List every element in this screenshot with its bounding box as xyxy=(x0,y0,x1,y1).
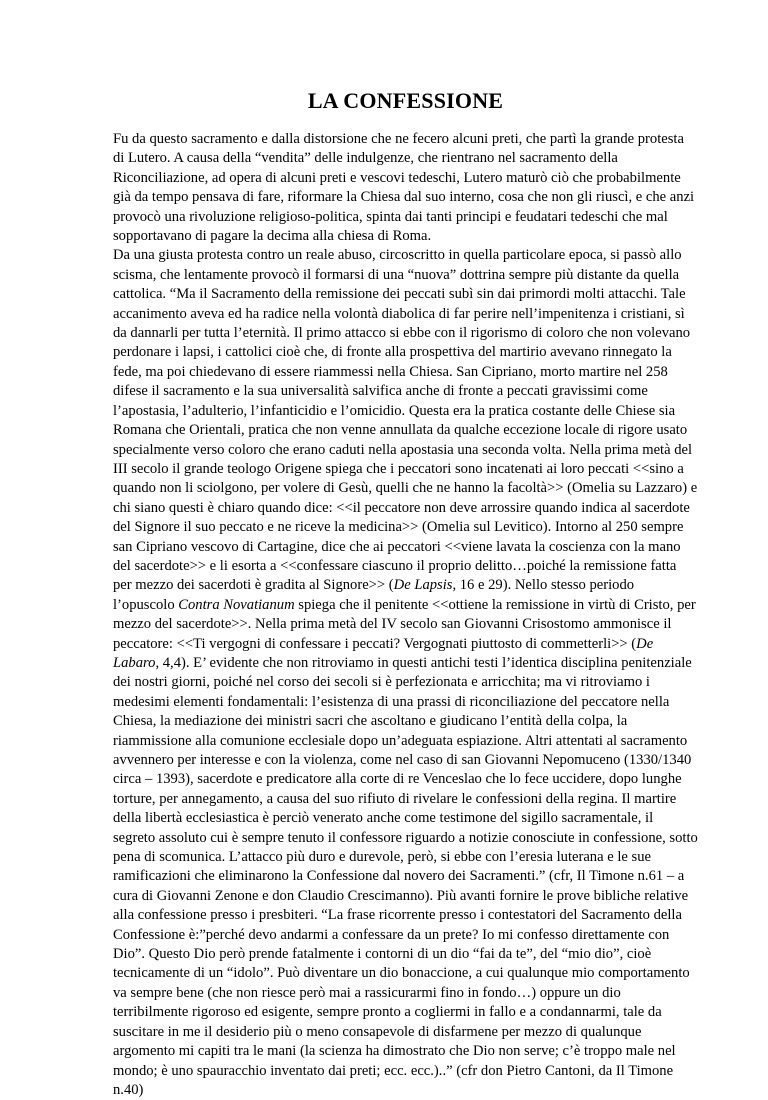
citation-contra-novatianum: Contra Novatianum xyxy=(178,596,295,613)
paragraph-2-text-3: spiega che il penitente <<ottiene la remissione in virtù di Cristo, per mezzo del sacerdote>>. Nella prima metà del IV secolo san Giovanni Crisostomo ammonisce il peccatore: <<Ti vergogni di confessare i peccati? Vergognati piuttosto di commetterli>> ( xyxy=(113,596,696,652)
citation-de-labaro: De Labaro xyxy=(113,635,654,671)
paragraph-2-text-4: , 4,4). E’ evidente che non ritroviamo in questi antichi testi l’identica disciplina penitenziale dei nostri giorni, poiché nel corso dei secoli si è perfezionata e arricchita; ma vi ritroviamo i medesimi elementi fondamentali: l’esistenza di una prassi di riconciliazione del peccatore nella Chiesa, la mediazione dei ministri sacri che ascoltano e giudicano l’entità della colpa, la riammissione alla comunione ecclesiale dopo un’adeguata espiazione. Altri attentati al sacramento avvennero per interesse e con la violenza, come nel caso di san Giovanni Nepomuceno (1330/1340 circa – 1393), sacerdote e predicatore alla corte di re Venceslao che lo fece uccidere, dopo lunghe torture, per annegamento, a causa del suo rifiuto di rivelare le confessioni della regina. Il martire della libertà ecclesiastica è perciò venerato anche come testimone del sigillo sacramentale, il segreto assoluto cui è sempre tenuto il confessore riguardo a notizie conosciute in confessione, sotto pena di scomunica. L’attacco più duro e durevole, però, si ebbe con l’eresia luterana e le sue ramificazioni che eliminarono la Confessione dal novero dei Sacramenti.” (cfr, Il Timone n.61 – a cura di Giovanni Zenone e don Claudio Crescimanno). Più avanti fornire le prove bibliche relative alla confessione presso i presbiteri. “La frase ricorrente presso i contestatori del Sacramento della Confessione è:”perché devo andarmi a confessare da un prete? Io mi confesso direttamente con Dio”. Questo Dio però prende fatalmente i contorni di un dio “fai da te”, del “mio dio”, cioè tecnicamente di un “idolo”. Può diventare un dio bonaccione, a cui qualunque mio comportamento va sempre bene (che non riesce però mai a rassicurarmi fino in fondo…) oppure un dio terribilmente rigoroso ed esigente, sempre pronto a cogliermi in fallo e a condannarmi, tale da suscitare in me il desiderio più o meno consapevole di disfarmene per mezzo di qualunque argomento mi capiti tra le mani (la scienza ha dimostrato che Dio non serve; c’è troppo male nel mondo; è uno spauracchio inventato dai preti; ecc. ecc.)..” (cfr don Pietro Cantoni, da Il Timone n.40) xyxy=(113,654,698,1098)
document-title: LA CONFESSIONE xyxy=(307,88,504,113)
document-body xyxy=(113,130,698,1100)
paragraph-2-text-2: , 16 e 29). Nello stesso periodo l’opuscolo xyxy=(113,577,635,613)
paragraph-2-text-1: Da una giusta protesta contro un reale abuso, circoscritto in quella particolare epoca, si passò allo scisma, che lentamente provocò il formarsi di una “nuova” dottrina sempre più distante da quella cattolica. “Ma il Sacramento della remissione dei peccati subì sin dai primordi molti attacchi. Tale accanimento aveva ed ha radice nella volontà diabolica di far perire nell’impenitenza i cristiani, sì da dannarli per tutta l’eternità. Il primo attacco si ebbe con il rigorismo di coloro che non volevano perdonare i lapsi, i cattolici cioè che, di fronte alla prospettiva del martirio avevano rinnegato la fede, ma poi chiedevano di essere riammessi nella Chiesa. San Cipriano, morto martire nel 258 difese il sacramento e la sua universalità salvifica anche di fronte a peccati gravissimi come l’apostasia, l’adulterio, l’infanticidio e l’omicidio. Questa era la pratica costante delle Chiese sia Romana che Orientali, pratica che non venne annullata da qualche eccezione locale di rigore usato specialmente verso coloro che erano caduti nella apostasia una seconda volta. Nella prima metà del III secolo il grande teologo Origene spiega che i peccatori sono incatenati ai loro peccati <<sino a quando non li sciolgono, per volere di Gesù, quelli che ne hanno la facoltà>> (Omelia su Lazzaro) e chi siano questi è chiaro quando dice: <<il peccatore non deve arrossire quando indica al sacerdote del Signore il suo peccato e ne riceve la medicina>> (Omelia sul Levitico). Intorno al 250 sempre san Cipriano vescovo di Cartagine, dice che ai peccatori <<viene lavata la coscienza con la mano del sacerdote>> e li esorta a <<confessare ciascuno il proprio delitto…poiché la remissione fatta per mezzo dei sacerdoti è gradita al Signore>> ( xyxy=(113,247,698,594)
paragraph-1-text: Fu da questo sacramento e dalla distorsione che ne fecero alcuni preti, che partì la grande protesta di Lutero. A causa della “vendita” delle indulgenze, che rientrano nel sacramento della Riconciliazione, ad opera di alcuni preti e vescovi tedeschi, Lutero maturò ciò che probabilmente già da tempo pensava di fare, riformare la Chiesa dal suo interno, cosa che non gli riuscì, e che anzi provocò una rivoluzione religioso-politica, spinta dai tanti principi e feudatari tedeschi che mal sopportavano di pagare la decima alla chiesa di Roma. xyxy=(113,131,695,245)
paragraph-1 xyxy=(113,130,698,246)
paragraph-2 xyxy=(113,246,698,1100)
citation-de-lapsis: De Lapsis xyxy=(393,577,453,594)
